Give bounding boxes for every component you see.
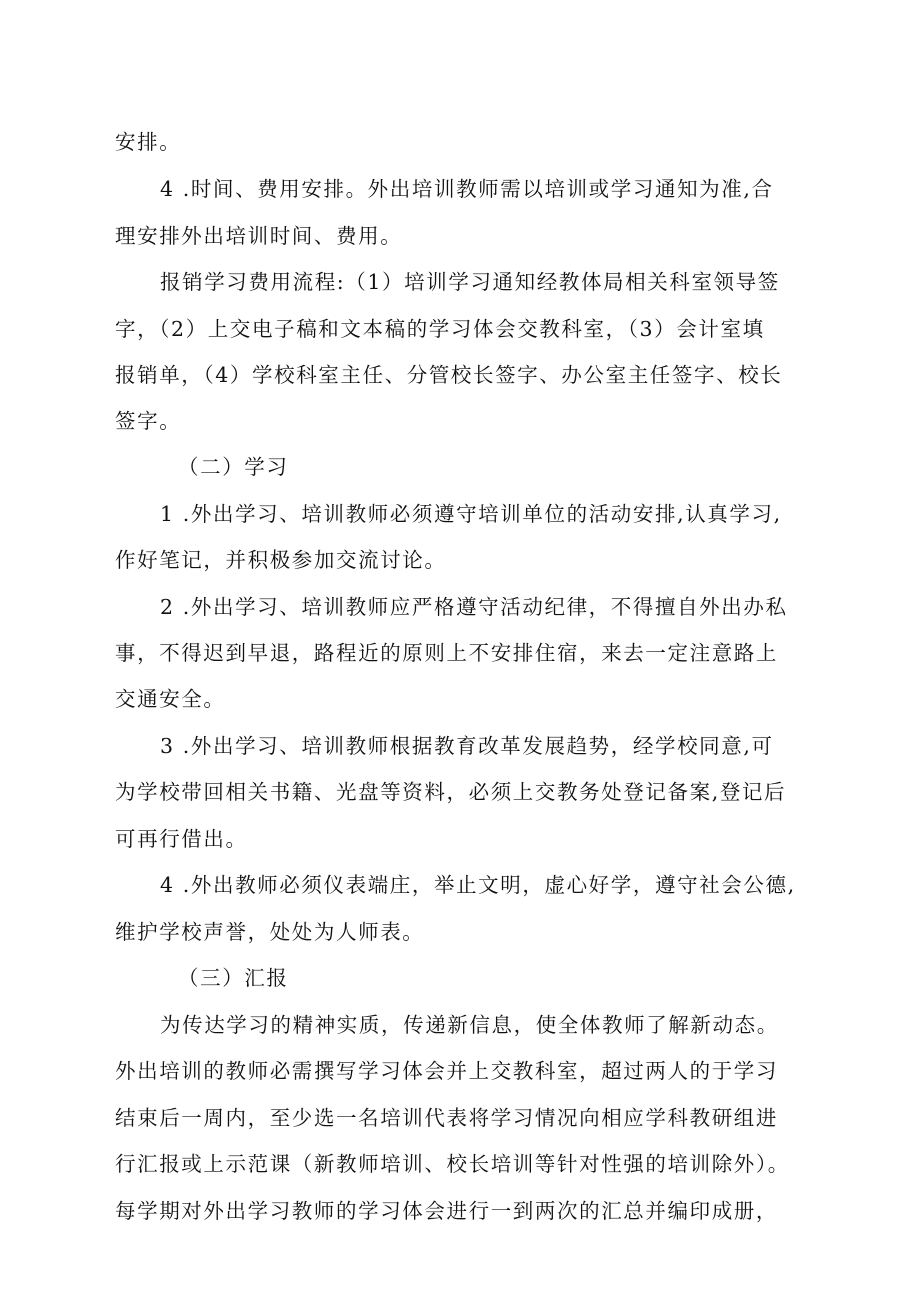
paragraph-line: 为学校带回相关书籍、光盘等资料，必须上交教务处登记备案,登记后 [115, 780, 787, 804]
paragraph-line: 报销单，（4）学校科室主任、分管校长签字、办公室主任签字、校长 [115, 363, 783, 387]
paragraph-time-cost: 4 .时间、费用安排。外出培训教师需以培训或学习通知为准,合 [160, 177, 774, 201]
paragraph-report: 为传达学习的精神实质，传递新信息，使全体教师了解新动态。 [160, 1013, 779, 1037]
paragraph-study-item-3: 3 .外出学习、培训教师根据教育改革发展趋势，经学校同意,可 [160, 734, 774, 758]
paragraph-line: 字，（2）上交电子稿和文本稿的学习体会交教科室，（3）会计室填 [115, 317, 765, 341]
paragraph-study-item-2: 2 .外出学习、培训教师应严格遵守活动纪律，不得擅自外出办私 [160, 595, 788, 619]
paragraph-study-item-1: 1 .外出学习、培训教师必须遵守培训单位的活动安排,认真学习, [160, 502, 782, 526]
section-heading-study: （二）学习 [178, 455, 289, 479]
paragraph-line: 行汇报或上示范课（新教师培训、校长培训等针对性强的培训除外）。 [115, 1152, 790, 1176]
paragraph-study-item-4: 4 .外出教师必须仪表端庄，举止文明，虚心好学，遵守社会公德, [160, 873, 796, 897]
paragraph-line: 事，不得迟到早退，路程近的原则上不安排住宿，来去一定注意路上 [115, 641, 778, 665]
paragraph-line: 安排。 [115, 130, 182, 154]
paragraph-line: 外出培训的教师必需撰写学习体会并上交教科室，超过两人的于学习 [115, 1059, 778, 1083]
paragraph-line: 维护学校声誉，处处为人师表。 [115, 920, 425, 944]
paragraph-line: 签字。 [115, 409, 182, 433]
paragraph-line: 理安排外出培训时间、费用。 [115, 224, 403, 248]
paragraph-line: 交通安全。 [115, 687, 226, 711]
paragraph-line: 每学期对外出学习教师的学习体会进行一到两次的汇总并编印成册， [115, 1199, 778, 1223]
paragraph-line: 作好笔记，并积极参加交流讨论。 [115, 548, 447, 572]
paragraph-reimbursement-process: 报销学习费用流程:（1）培训学习通知经教体局相关科室领导签 [160, 270, 780, 294]
paragraph-line: 结束后一周内，至少选一名培训代表将学习情况向相应学科教研组进 [115, 1106, 778, 1130]
section-heading-report: （三）汇报 [178, 966, 289, 990]
paragraph-line: 可再行借出。 [115, 827, 248, 851]
